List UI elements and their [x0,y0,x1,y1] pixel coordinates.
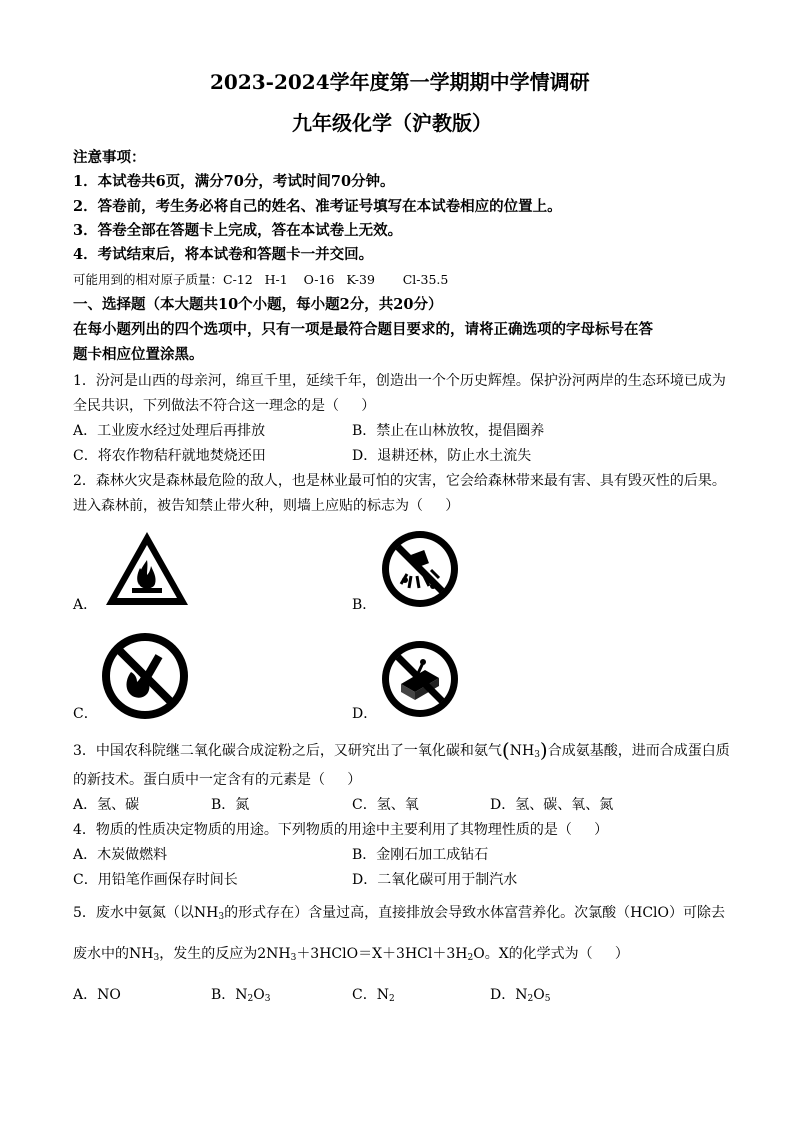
q4-option-c: C．用铅笔作画保存时间长 [73,872,238,888]
q1-stem-1: 1．汾河是山西的母亲河，绵亘千里，延续千年，创造出一个个历史辉煌。保护汾河两岸的生态环境已成为 [73,373,726,389]
q3-stem-1 [73,740,730,760]
q1-option-a: A．工业废水经过处理后再排放 [73,423,266,439]
atomic-masses: 可能用到的相对原子质量：C-12 H-1 O-16 K-39 Cl-35.5 [73,272,449,287]
q3-option-d: D．氢、碳、氧、氮 [490,797,614,813]
q4-stem: 4．物质的性质决定物质的用途。下列物质的用途中主要利用了其物理性质的是（ ） [73,822,609,838]
flammable-warning-sign [104,530,190,608]
q5-option-d-sub2: 5 [544,994,551,1004]
q2-option-c-label: C． [73,706,98,722]
q5-option-c [352,988,395,1002]
q3-nh3: NH [509,743,535,759]
q5-option-d [490,988,550,1002]
q4-option-b: B．金刚石加工成钻石 [352,847,489,863]
q5-option-b-mid: O [253,987,265,1003]
q1-option-d: D．退耕还林，防止水土流失 [352,448,532,464]
q4-option-a: A．木炭做燃料 [73,847,168,863]
q2-option-d-label: D． [352,706,378,722]
q1-stem-2: 全民共识，下列做法不符合这一理念的是（ ） [73,398,376,414]
q5-stem-2 [73,947,629,961]
q5-option-b-sub1: 2 [247,994,254,1004]
q1-option-c: C．将农作物秸秆就地焚烧还田 [73,448,266,464]
q1-option-b: B．禁止在山林放牧，提倡圈养 [352,423,545,439]
note-item-1: 1．本试卷共6页，满分70分，考试时间70分钟。 [73,173,395,190]
q5-nh3-subscript-1: 3 [218,912,225,922]
q5-stem-2-b: ，发生的反应为2NH [159,946,291,962]
q5-sub-a: 3 [153,953,160,963]
q2-option-a-label: A． [73,597,98,613]
q3-option-c: C．氢、氧 [352,797,419,813]
q5-option-d-sub1: 2 [527,994,534,1004]
q5-stem-1-pre: 5．废水中氨氮（以NH [73,905,219,921]
q2-stem-1: 2．森林火灾是森林最危险的敌人，也是林业最可怕的灾害，它会给森林带来最有害、具有毁灭性的后果。 [73,473,726,489]
q2-option-b-label: B． [352,597,377,613]
note-item-3: 3．答卷全部在答题卡上完成，答在本试卷上无效。 [73,222,403,239]
q4-option-d: D．二氧化碳可用于制汽水 [352,872,518,888]
q3-stem-1-post: 合成氨基酸，进而合成蛋白质 [547,743,730,759]
note-item-4: 4．考试结束后，将本试卷和答题卡一并交回。 [73,246,374,263]
no-smoking-sign [101,632,189,720]
q3-stem-1-pre: 3．中国农科院继二氧化碳合成淀粉之后，又研究出了一氧化碳和氨气 [73,743,502,759]
q5-option-d-pre: D．N [490,987,528,1003]
q5-stem-1-post: 的形式存在）含量过高，直接排放会导致水体富营养化。次氯酸（HClO）可除去 [224,905,725,921]
q5-option-a: A．NO [73,987,121,1003]
no-matches-sign [381,640,459,718]
q3-option-a: A．氢、碳 [73,797,140,813]
q5-stem-1 [73,906,725,920]
notes-heading: 注意事项： [73,149,146,166]
exam-subtitle: 九年级化学（沪教版） [292,111,492,135]
q3-stem-2: 的新技术。蛋白质中一定含有的元素是（ ） [73,772,362,788]
q5-option-d-mid: O [533,987,545,1003]
q5-option-b-pre: B．N [211,987,248,1003]
q5-stem-2-a: 废水中的NH [73,946,154,962]
q5-stem-2-c: ＋3HClO＝X＋3HCl＋3H [296,946,468,962]
section1-instruction-2: 题卡相应位置涂黑。 [73,346,204,363]
q5-option-b-sub2: 3 [264,994,271,1004]
q3-nh3-subscript: 3 [534,750,540,760]
no-fireworks-sign [381,530,459,608]
q5-option-b [211,988,271,1002]
q5-option-c-sub: 2 [388,994,395,1004]
section1-instruction-1: 在每小题列出的四个选项中，只有一项是最符合题目要求的，请将正确选项的字母标号在答 [73,321,653,338]
q3-paren-open: ( [501,738,510,762]
exam-title: 2023-2024学年度第一学期期中学情调研 [210,70,590,94]
note-item-2: 2．答卷前，考生务必将自己的姓名、准考证号填写在本试卷相应的位置上。 [73,198,562,215]
q5-sub-c: 2 [467,953,474,963]
q5-stem-2-d: O。X的化学式为（ ） [473,946,629,962]
q5-option-c-pre: C．N [352,987,389,1003]
q3-paren-close: ) [539,738,548,762]
section1-heading: 一、选择题（本大题共10个小题，每小题2分，共20分） [73,296,443,313]
q2-stem-2: 进入森林前，被告知禁止带火种，则墙上应贴的标志为（ ） [73,498,460,514]
q3-option-b: B．氮 [211,797,250,813]
q5-sub-b: 3 [290,953,297,963]
